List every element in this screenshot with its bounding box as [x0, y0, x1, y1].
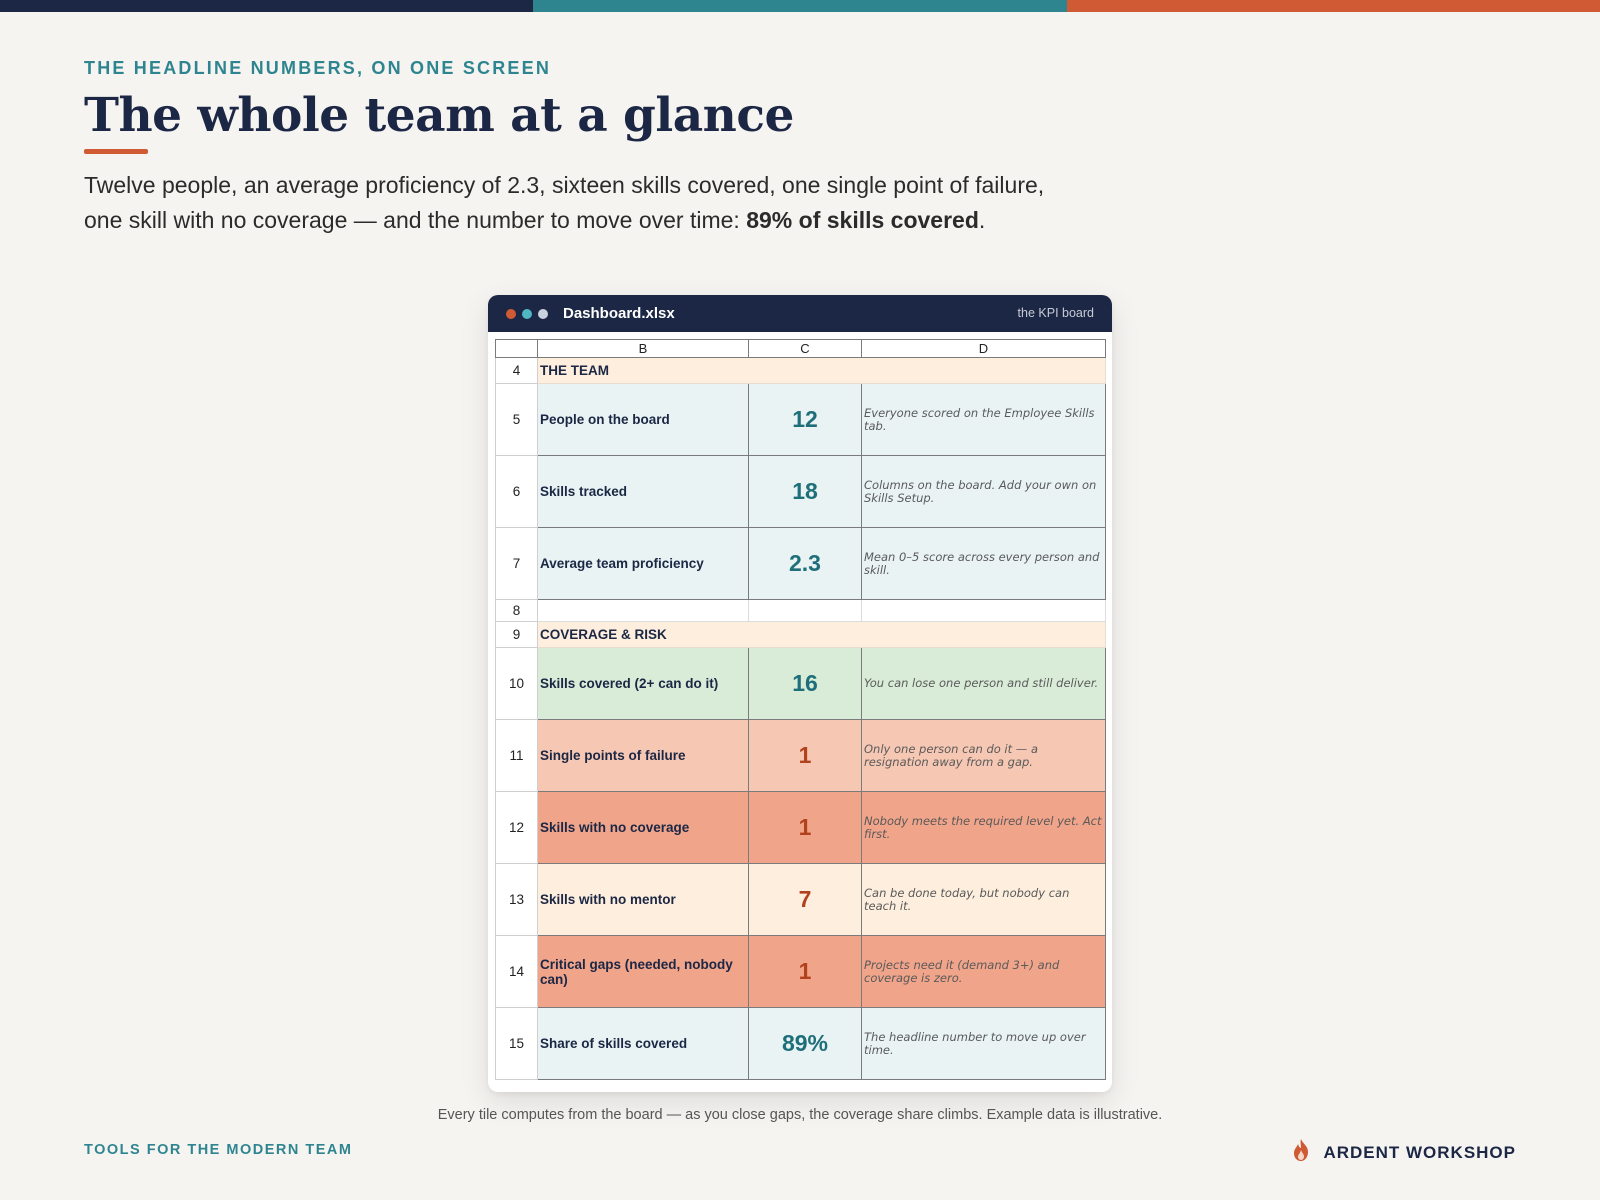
empty-cell[interactable]	[862, 600, 1106, 622]
spreadsheet-window	[488, 295, 1112, 1092]
kpi-note[interactable]: Everyone scored on the Employee Skills tab.	[862, 384, 1106, 456]
section-row-risk	[496, 622, 1106, 648]
window-filename: Dashboard.xlsx	[563, 305, 675, 322]
close-dot-icon[interactable]	[506, 309, 516, 319]
kpi-label[interactable]: Single points of failure	[538, 720, 749, 792]
lede-highlight: 89% of skills covered	[746, 206, 979, 233]
kpi-row	[496, 720, 1106, 792]
row-number[interactable]: 5	[496, 384, 538, 456]
kpi-value[interactable]: 12	[749, 384, 862, 456]
empty-cell[interactable]	[538, 600, 749, 622]
row-number[interactable]: 6	[496, 456, 538, 528]
lede	[84, 168, 1064, 237]
kpi-value[interactable]: 7	[749, 864, 862, 936]
kpi-note[interactable]: The headline number to move up over time.	[862, 1008, 1106, 1080]
row-number[interactable]: 12	[496, 792, 538, 864]
row-number[interactable]: 8	[496, 600, 538, 622]
kpi-value[interactable]: 1	[749, 720, 862, 792]
blank-row	[496, 600, 1106, 622]
kpi-value[interactable]: 1	[749, 936, 862, 1008]
kpi-note[interactable]: Can be done today, but nobody can teach it.	[862, 864, 1106, 936]
kpi-row	[496, 456, 1106, 528]
kpi-row	[496, 936, 1106, 1008]
kpi-value[interactable]: 89%	[749, 1008, 862, 1080]
kpi-value[interactable]: 16	[749, 648, 862, 720]
window-titlebar	[488, 295, 1112, 332]
row-number[interactable]: 13	[496, 864, 538, 936]
kpi-value[interactable]: 18	[749, 456, 862, 528]
row-number[interactable]: 9	[496, 622, 538, 648]
flame-icon	[1291, 1138, 1311, 1167]
footer-tagline: TOOLS FOR THE MODERN TEAM	[84, 1142, 353, 1158]
kpi-label[interactable]: Skills tracked	[538, 456, 749, 528]
empty-cell[interactable]	[749, 600, 862, 622]
kpi-value[interactable]: 1	[749, 792, 862, 864]
kpi-row	[496, 792, 1106, 864]
maximize-dot-icon[interactable]	[538, 309, 548, 319]
window-subtitle: the KPI board	[1017, 306, 1094, 320]
section-heading[interactable]: COVERAGE & RISK	[538, 622, 1106, 648]
sheet-grid	[495, 339, 1105, 1080]
page-title: The whole team at a glance	[84, 88, 794, 143]
kpi-label[interactable]: Average team proficiency	[538, 528, 749, 600]
section-row-team	[496, 358, 1106, 384]
kpi-row	[496, 528, 1106, 600]
kpi-note[interactable]: Only one person can do it — a resignation away from a gap.	[862, 720, 1106, 792]
brand-name: ARDENT WORKSHOP	[1323, 1142, 1516, 1162]
risk-rows	[496, 648, 1106, 1080]
accent-segment-teal	[533, 0, 1066, 12]
row-number[interactable]: 15	[496, 1008, 538, 1080]
accent-segment-orange	[1067, 0, 1600, 12]
column-header-row	[496, 340, 1106, 358]
caption: Every tile computes from the board — as you close gaps, the coverage share climbs. Example data is illustrative.	[437, 1107, 1163, 1123]
row-number[interactable]: 4	[496, 358, 538, 384]
minimize-dot-icon[interactable]	[522, 309, 532, 319]
kpi-label[interactable]: Skills covered (2+ can do it)	[538, 648, 749, 720]
kpi-label[interactable]: Skills with no mentor	[538, 864, 749, 936]
column-header-d[interactable]: D	[862, 340, 1106, 358]
lede-end: .	[978, 206, 986, 233]
corner-cell[interactable]	[496, 340, 538, 358]
accent-segment-navy	[0, 0, 533, 12]
kpi-note[interactable]: Mean 0–5 score across every person and skill.	[862, 528, 1106, 600]
lede-text: Twelve people, an average proficiency of 2.3, sixteen skills covered, one single point of failure, one skill with no coverage — and the number to move over time:	[84, 172, 1045, 233]
title-underline	[84, 149, 148, 154]
kpi-note[interactable]: Projects need it (demand 3+) and coverage is zero.	[862, 936, 1106, 1008]
section-heading[interactable]: THE TEAM	[538, 358, 1106, 384]
row-number[interactable]: 10	[496, 648, 538, 720]
kpi-note[interactable]: Columns on the board. Add your own on Skills Setup.	[862, 456, 1106, 528]
kpi-label[interactable]: Skills with no coverage	[538, 792, 749, 864]
eyebrow: THE HEADLINE NUMBERS, ON ONE SCREEN	[84, 58, 552, 78]
column-header-c[interactable]: C	[749, 340, 862, 358]
kpi-row	[496, 384, 1106, 456]
kpi-row	[496, 1008, 1106, 1080]
kpi-note[interactable]: Nobody meets the required level yet. Act first.	[862, 792, 1106, 864]
column-header-b[interactable]: B	[538, 340, 749, 358]
row-number[interactable]: 7	[496, 528, 538, 600]
kpi-value[interactable]: 2.3	[749, 528, 862, 600]
kpi-row	[496, 864, 1106, 936]
kpi-label[interactable]: People on the board	[538, 384, 749, 456]
kpi-table	[495, 339, 1106, 1080]
kpi-label[interactable]: Critical gaps (needed, nobody can)	[538, 936, 749, 1008]
top-accent-bar	[0, 0, 1600, 12]
team-rows	[496, 384, 1106, 600]
footer-brand	[1291, 1138, 1516, 1167]
row-number[interactable]: 14	[496, 936, 538, 1008]
kpi-label[interactable]: Share of skills covered	[538, 1008, 749, 1080]
row-number[interactable]: 11	[496, 720, 538, 792]
kpi-note[interactable]: You can lose one person and still deliver.	[862, 648, 1106, 720]
kpi-row	[496, 648, 1106, 720]
